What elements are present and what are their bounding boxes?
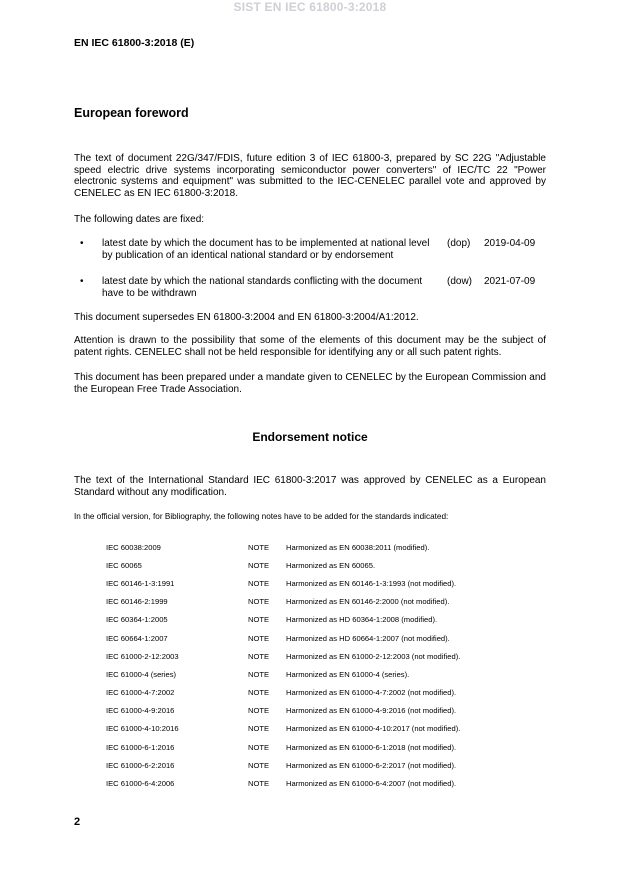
table-row <box>106 574 460 592</box>
note-label-cell: NOTE <box>248 633 270 643</box>
date-item-text: latest date by which the document has to be implemented at national level by publication of an identical national standard or by endorsement <box>102 238 430 261</box>
standard-cell: IEC 60146-2:1999 <box>106 597 168 607</box>
standard-cell: IEC 60065 <box>106 560 142 570</box>
standard-cell: IEC 61000-6-4:2006 <box>106 779 175 789</box>
note-label-cell: NOTE <box>248 706 270 716</box>
foreword-paragraph-supersedes: This document supersedes EN 61800-3:2004 and EN 61800-3:2004/A1:2012. <box>74 312 419 323</box>
note-label-cell: NOTE <box>248 560 270 570</box>
european-foreword-title: European foreword <box>74 106 189 120</box>
table-row <box>106 702 460 720</box>
date-item-code: (dop) <box>447 238 471 249</box>
bibliography-notes-table <box>106 538 460 793</box>
endorsement-paragraph-1: The text of the International Standard IEC 61800-3:2017 was approved by CENELEC as a European Standard without any modification. <box>74 475 546 498</box>
table-row <box>106 556 460 574</box>
table-row <box>106 593 460 611</box>
note-label-cell: NOTE <box>248 597 270 607</box>
foreword-paragraph-patents: Attention is drawn to the possibility that some of the elements of this document may be the subject of patent rights. CENELEC shall not be held responsible for identifying any or all such patent rights. <box>74 335 546 358</box>
note-text-cell: Harmonized as EN 61000-4 (series). <box>286 669 410 679</box>
date-item-code: (dow) <box>447 276 473 287</box>
standard-cell: IEC 61000-4-7:2002 <box>106 688 175 698</box>
note-text-cell: Harmonized as HD 60364-1:2008 (modified). <box>286 615 438 625</box>
foreword-paragraph-1: The text of document 22G/347/FDIS, future edition 3 of IEC 61800-3, prepared by SC 22G "Adjustable speed electric drive systems incorporating semiconductor power converters" of IEC/TC 22 "Power electronic systems and equipment" was submitted to the IEC-CENELEC parallel vote and approved by CENELEC as EN IEC 61800-3:2018. <box>74 153 546 199</box>
watermark: SIST EN IEC 61800-3:2018 <box>233 0 387 14</box>
note-text-cell: Harmonized as EN 60038:2011 (modified). <box>286 542 430 552</box>
table-row <box>106 629 460 647</box>
note-label-cell: NOTE <box>248 760 270 770</box>
standard-cell: IEC 60364-1:2005 <box>106 615 168 625</box>
page-number: 2 <box>74 816 81 828</box>
table-row <box>106 738 460 756</box>
note-label-cell: NOTE <box>248 742 270 752</box>
note-label-cell: NOTE <box>248 688 270 698</box>
bullet-icon: • <box>80 238 84 249</box>
note-text-cell: Harmonized as EN 61000-4-7:2002 (not modified). <box>286 688 457 698</box>
table-row <box>106 720 460 738</box>
standard-cell: IEC 61000-4-10:2016 <box>106 724 179 734</box>
foreword-paragraph-mandate: This document has been prepared under a mandate given to CENELEC by the European Commission and the European Free Trade Association. <box>74 372 546 395</box>
note-text-cell: Harmonized as EN 61000-4-9:2016 (not modified). <box>286 706 457 716</box>
table-row <box>106 538 460 556</box>
note-text-cell: Harmonized as EN 61000-6-1:2018 (not modified). <box>286 742 457 752</box>
standard-cell: IEC 61000-4 (series) <box>106 669 177 679</box>
standard-cell: IEC 61000-4-9:2016 <box>106 706 175 716</box>
standard-cell: IEC 60664-1:2007 <box>106 633 168 643</box>
note-text-cell: Harmonized as HD 60664-1:2007 (not modified). <box>286 633 450 643</box>
standard-cell: IEC 61000-2-12:2003 <box>106 651 179 661</box>
table-row <box>106 774 460 792</box>
note-text-cell: Harmonized as EN 60065. <box>286 560 376 570</box>
date-item-date: 2021-07-09 <box>484 276 536 287</box>
note-label-cell: NOTE <box>248 651 270 661</box>
note-text-cell: Harmonized as EN 61000-6-4:2007 (not modified). <box>286 779 457 789</box>
standard-cell: IEC 60146-1-3:1991 <box>106 578 175 588</box>
table-row <box>106 647 460 665</box>
document-id-header: EN IEC 61800-3:2018 (E) <box>74 37 195 49</box>
note-label-cell: NOTE <box>248 615 270 625</box>
note-text-cell: Harmonized as EN 60146-1-3:1993 (not modified). <box>286 578 457 588</box>
date-item-date: 2019-04-09 <box>484 238 536 249</box>
note-label-cell: NOTE <box>248 724 270 734</box>
note-label-cell: NOTE <box>248 779 270 789</box>
note-text-cell: Harmonized as EN 61000-4-10:2017 (not modified). <box>286 724 461 734</box>
bullet-icon: • <box>80 276 84 287</box>
note-text-cell: Harmonized as EN 60146-2:2000 (not modified). <box>286 597 450 607</box>
note-label-cell: NOTE <box>248 669 270 679</box>
table-row <box>106 684 460 702</box>
table-row <box>106 611 460 629</box>
standard-cell: IEC 61000-6-1:2016 <box>106 742 175 752</box>
foreword-paragraph-2: The following dates are fixed: <box>74 214 205 225</box>
note-label-cell: NOTE <box>248 578 270 588</box>
endorsement-notice-title: Endorsement notice <box>252 430 368 444</box>
note-text-cell: Harmonized as EN 61000-2-12:2003 (not modified). <box>286 651 461 661</box>
standard-cell: IEC 61000-6-2:2016 <box>106 760 175 770</box>
table-row <box>106 756 460 774</box>
note-label-cell: NOTE <box>248 542 270 552</box>
standard-cell: IEC 60038:2009 <box>106 542 161 552</box>
date-item-text: latest date by which the national standards conflicting with the document have to be withdrawn <box>102 276 423 299</box>
table-row <box>106 665 460 683</box>
note-text-cell: Harmonized as EN 61000-6-2:2017 (not modified). <box>286 760 457 770</box>
endorsement-paragraph-2: In the official version, for Bibliography, the following notes have to be added for the standards indicated: <box>74 512 449 521</box>
